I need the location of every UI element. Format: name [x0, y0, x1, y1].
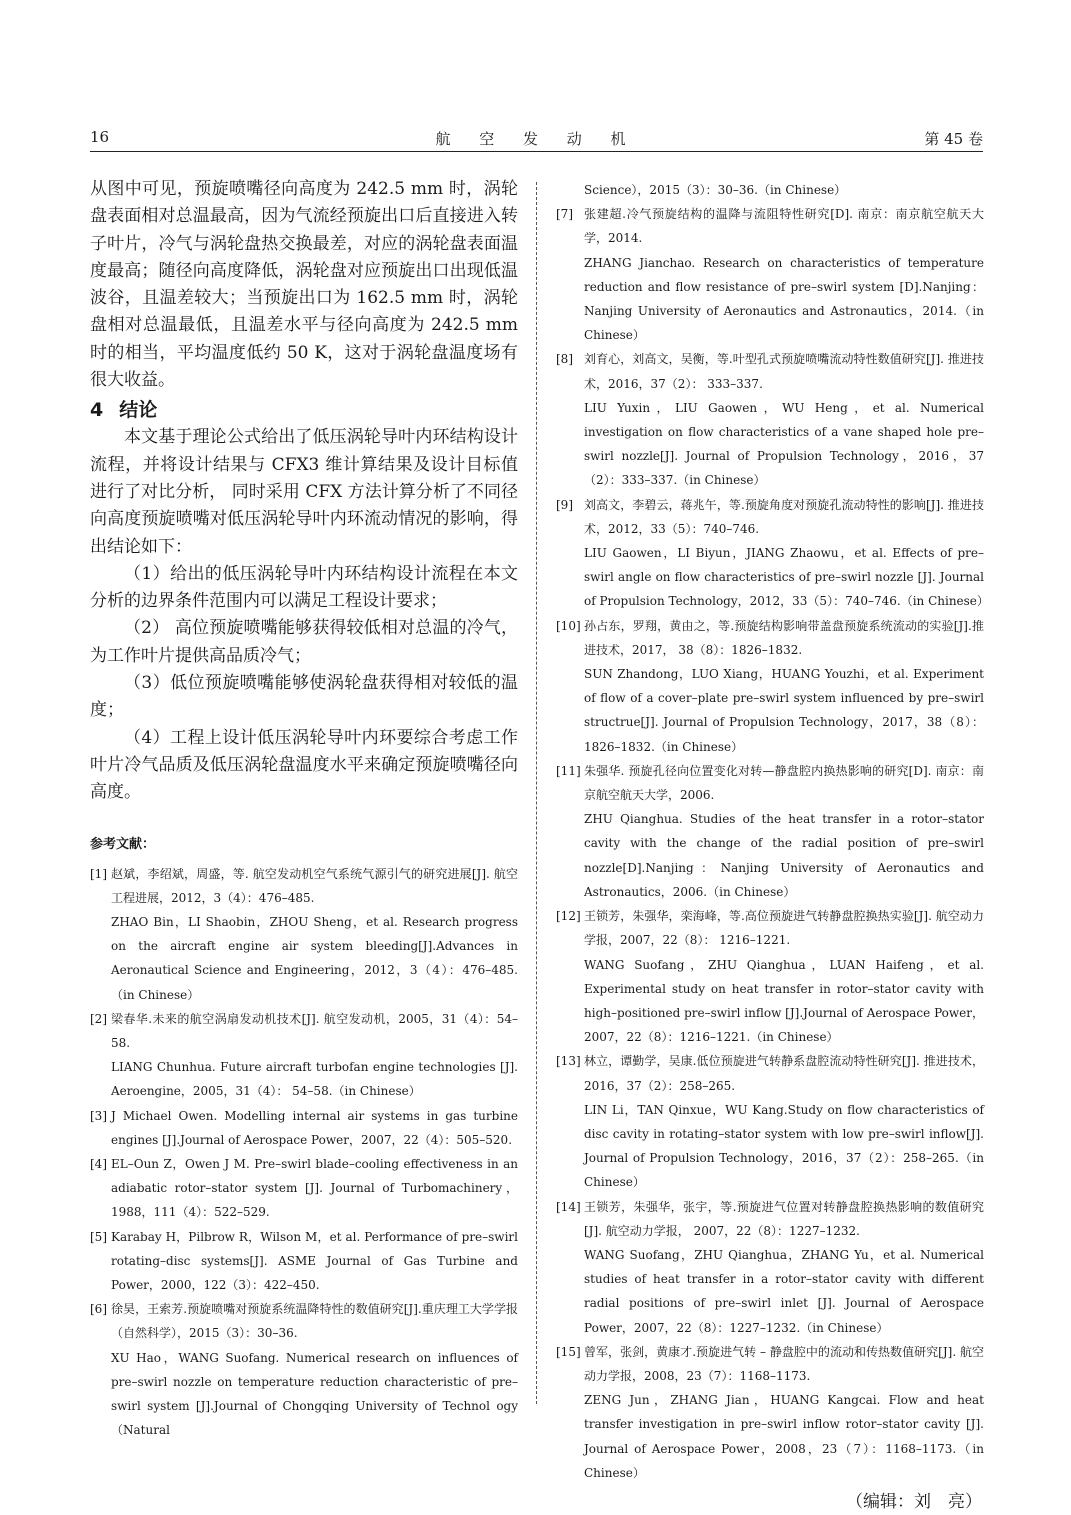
ref-zh: 刘育心，刘高文，吴衡，等.叶型孔式预旋喷嘴流动特性数值研究[J]. 推进技术，2016，37（2）： 333–337. [584, 352, 984, 391]
ref-en: ZHANG Jianchao. Research on characteristics of temperature reduction and flow resistance of pre–swirl system [D].Nanjing：Nanjing University of Aeronautics and Astronautics，2014.（in Chinese） [584, 255, 984, 343]
ref-en: SUN Zhandong，LUO Xiang，HUANG Youzhi，et al. Experiment of flow of a cover–plate pre–swirl system influenced by pre–swirl structrue[J]. Journal of Propulsion Technology，2017，38（8）：1826–1832.（in Chinese） [584, 667, 984, 754]
conclusion-item: （2） 高位预旋喷嘴能够获得较低相对总温的冷气，为工作叶片提供高品质冷气； [90, 618, 518, 666]
reference-entry [90, 1225, 518, 1298]
ref-en: ZHU Qianghua. Studies of the heat transfer in a rotor–stator cavity with the change of the radial position of pre–swirl nozzle[D].Nanjing：Nanjing University of Aeronautics and Astronautics，2006.（in Chinese） [584, 812, 984, 899]
conclusion-item: （1）给出的低压涡轮导叶内环结构设计流程在本文分析的边界条件范围内可以满足工程设计要求； [90, 563, 518, 612]
references-heading: 参考文献： [90, 836, 156, 852]
ref-label: [13] [556, 1054, 581, 1069]
ref-label: [14] [556, 1199, 581, 1214]
running-header [90, 128, 983, 150]
ref-en: LIU Gaowen，LI Biyun，JIANG Zhaowu，et al. Effects of pre–swirl angle on flow characteristics of pre–swirl nozzle [J]. Journal of Propulsion Technology，2012，33（5）：740–746.（in Chinese） [584, 546, 989, 609]
conclusion-item: （4）工程上设计低压涡轮导叶内环要综合考虑工作叶片冷气品质及低压涡轮盘温度水平来确定预旋喷嘴径向高度。 [90, 727, 518, 803]
reference-entry [556, 202, 984, 347]
column-divider [536, 182, 537, 1404]
right-column [556, 178, 989, 1512]
ref-zh: 林立，谭勤学，吴康.低位预旋进气转静系盘腔流动特性研究[J]. 推进技术，2016，37（2）：258–265. [584, 1054, 984, 1093]
ref-en: WANG Suofang，ZHU Qianghua，ZHANG Yu，et al. Numerical studies of heat transfer in a rotor–stator cavity with different radial positions of pre–swirl inlet [J]. Journal of Aerospace Power，2007，22（8）：1227–1232.（in Chinese） [584, 1247, 984, 1335]
ref-zh: 张建超.冷气预旋结构的温降与流阻特性研究[D]. 南京：南京航空航天大学，2014. [584, 207, 984, 246]
ref-zh: J Michael Owen. Modelling internal air systems in gas turbine engines [J].Journal of Aerospace Power，2007，22（4）：505–520. [111, 1108, 518, 1147]
ref-label: [7] [556, 207, 573, 222]
reference-entry [556, 1195, 984, 1340]
reference-entry [90, 1152, 518, 1225]
editor-note: （编辑：刘 亮） [846, 1491, 982, 1512]
ref-en: LIANG Chunhua. Future aircraft turbofan engine technologies [J]. Aeroengine，2005，31（4）： 54–58.（in Chinese） [111, 1060, 518, 1099]
reference-entry [556, 904, 984, 1049]
body-paragraph: 从图中可见，预旋喷嘴径向高度为 242.5 mm 时，涡轮盘表面相对总温最高，因为气流经预旋出口后直接进入转子叶片，冷气与涡轮盘热交换最差，对应的涡轮盘表面温度最高；随径向高度降低，涡轮盘对应预旋出口出现低温波谷，且温差较大；当预旋出口为 162.5 mm 时，涡轮盘相对总温最低，且温差水平与径向高度为 242.5 mm 时的相当，平均温度低约 50 K，这对于涡轮盘温度场有很大收益。 [90, 179, 518, 391]
body-paragraph: 本文基于理论公式给出了低压涡轮导叶内环结构设计流程，并将设计结果与 CFX3 维计算结果及设计目标值进行了对比分析， 同时采用 CFX 方法计算分析了不同径向高度预旋喷嘴对低压涡轮导叶内环流动情况的影响，得出结论如下： [90, 427, 518, 557]
ref-label: [10] [556, 618, 581, 633]
ref-en: LIN Li，TAN Qinxue，WU Kang.Study on flow characteristics of disc cavity in rotating–stator system with low pre–swirl inflow[J]. Journal of Propulsion Technology，2016，37（2）：258–265.（in Chinese） [584, 1102, 984, 1190]
page-number: 16 [90, 128, 110, 146]
ref-en: WANG Suofang，ZHU Qianghua，LUAN Haifeng，et al. Experimental study on heat transfer in rotor–stator cavity with high–positioned pre–swirl inflow [J].Journal of Aerospace Power， 2007，22（8）：1216–1221.（in Chinese） [584, 957, 984, 1045]
ref-en: XU Hao，WANG Suofang. Numerical research on influences of pre–swirl nozzle on temperature reduction characteristic of pre–swirl system [J].Journal of Chongqing University of Technol ogy（Natural [111, 1350, 518, 1438]
journal-title: 航 空 发 动 机 [435, 130, 638, 148]
ref-en: ZENG Jun，ZHANG Jian，HUANG Kangcai. Flow and heat transfer investigation in pre–swirl inflow rotor–stator cavity [J]. Journal of Aerospace Power，2008，23（7）：1168–1173.（in Chinese） [584, 1393, 984, 1480]
reference-entry [90, 1007, 518, 1104]
ref-zh: 徐昊，王索芳.预旋喷嘴对预旋系统温降特性的数值研究[J].重庆理工大学学报（自然科学），2015（3）：30–36. [111, 1302, 518, 1341]
left-column [90, 176, 518, 1442]
ref-label: [11] [556, 763, 581, 778]
volume-label: 第 45 卷 [924, 130, 983, 148]
reference-entry [90, 1104, 518, 1152]
reference-entry [90, 1297, 518, 1442]
section-heading [90, 396, 518, 424]
reference-entry [556, 347, 984, 492]
ref-label: [15] [556, 1344, 581, 1359]
ref-zh: 王锁芳，朱强华，张宇，等.预旋进气位置对转静盘腔换热影响的数值研究[J]. 航空动力学报， 2007，22（8）：1227–1232. [584, 1199, 984, 1238]
ref-continuation-text: Science），2015（3）：30–36.（in Chinese） [584, 183, 847, 197]
ref-zh: 梁春华.未来的航空涡扇发动机技术[J]. 航空发动机，2005，31（4）：54–58. [111, 1011, 518, 1050]
ref-zh: 刘高文，李碧云，蒋兆午，等.预旋角度对预旋孔流动特性的影响[J]. 推进技术，2012，33（5）：740–746. [584, 497, 984, 536]
ref-zh: 孙占东，罗翔，黄由之，等.预旋结构影响带盖盘预旋系统流动的实验[J].推进技术，2017， 38（8）：1826–1832. [584, 618, 984, 657]
section-title: 结论 [119, 399, 158, 422]
ref-label: [12] [556, 909, 581, 924]
reference-entry [556, 1049, 984, 1194]
reference-entry [556, 759, 984, 904]
ref-zh: EL–Oun Z，Owen J M. Pre–swirl blade–cooling effectiveness in an adiabatic rotor–stator system [J]. Journal of Turbomachinery，1988，111（4）：522–529. [111, 1156, 518, 1220]
ref-zh: 王锁芳，朱强华，栾海峰，等.高位预旋进气转静盘腔换热实验[J]. 航空动力学报，2007，22（8）： 1216–1221. [584, 909, 984, 948]
ref-en: LIU Yuxin，LIU Gaowen，WU Heng，et al. Numerical investigation on flow characteristics of a vane shaped hole pre–swirl nozzle[J]. Journal of Propulsion Technology，2016，37（2）：333–337.（in Chinese） [584, 400, 984, 488]
ref-label: [9] [556, 497, 573, 512]
ref-en: ZHAO Bin，LI Shaobin，ZHOU Sheng，et al. Research progress on the aircraft engine air system bleeding[J].Advances in Aeronautical Science and Engineering，2012，3（4）：476–485.（in Chinese） [111, 914, 518, 1002]
ref-label: [5] [90, 1229, 107, 1244]
ref-zh: 曾军，张剑，黄康才.预旋进气转 – 静盘腔中的流动和传热数值研究[J]. 航空动力学报，2008，23（7）：1168–1173. [584, 1344, 984, 1383]
ref-label: [4] [90, 1156, 107, 1171]
ref-zh: Karabay H，Pilbrow R，Wilson M，et al. Performance of pre–swirl rotating–disc systems[J]. ASME Journal of Gas Turbine and Power，2000，122（3）：422–450. [111, 1229, 518, 1292]
reference-entry [556, 493, 989, 614]
ref-label: [3] [90, 1108, 107, 1123]
reference-continuation [556, 178, 984, 202]
reference-entry [556, 1340, 984, 1485]
ref-label: [2] [90, 1011, 107, 1026]
conclusion-item: （3）低位预旋喷嘴能够使涡轮盘获得相对较低的温度； [90, 673, 518, 721]
ref-zh: 朱强华. 预旋孔径向位置变化对转—静盘腔内换热影响的研究[D]. 南京：南京航空航天大学，2006. [584, 763, 984, 803]
ref-zh: 赵斌，李绍斌，周盛，等. 航空发动机空气系统气源引气的研究进展[J]. 航空工程进展，2012，3（4）：476–485. [111, 866, 518, 905]
section-number: 4 [90, 399, 104, 422]
ref-label: [1] [90, 866, 107, 881]
ref-label: [8] [556, 352, 573, 367]
reference-list [90, 862, 518, 1443]
reference-entry [556, 614, 984, 759]
reference-entry [90, 862, 518, 1007]
header-rule [90, 151, 983, 152]
ref-label: [6] [90, 1302, 107, 1317]
